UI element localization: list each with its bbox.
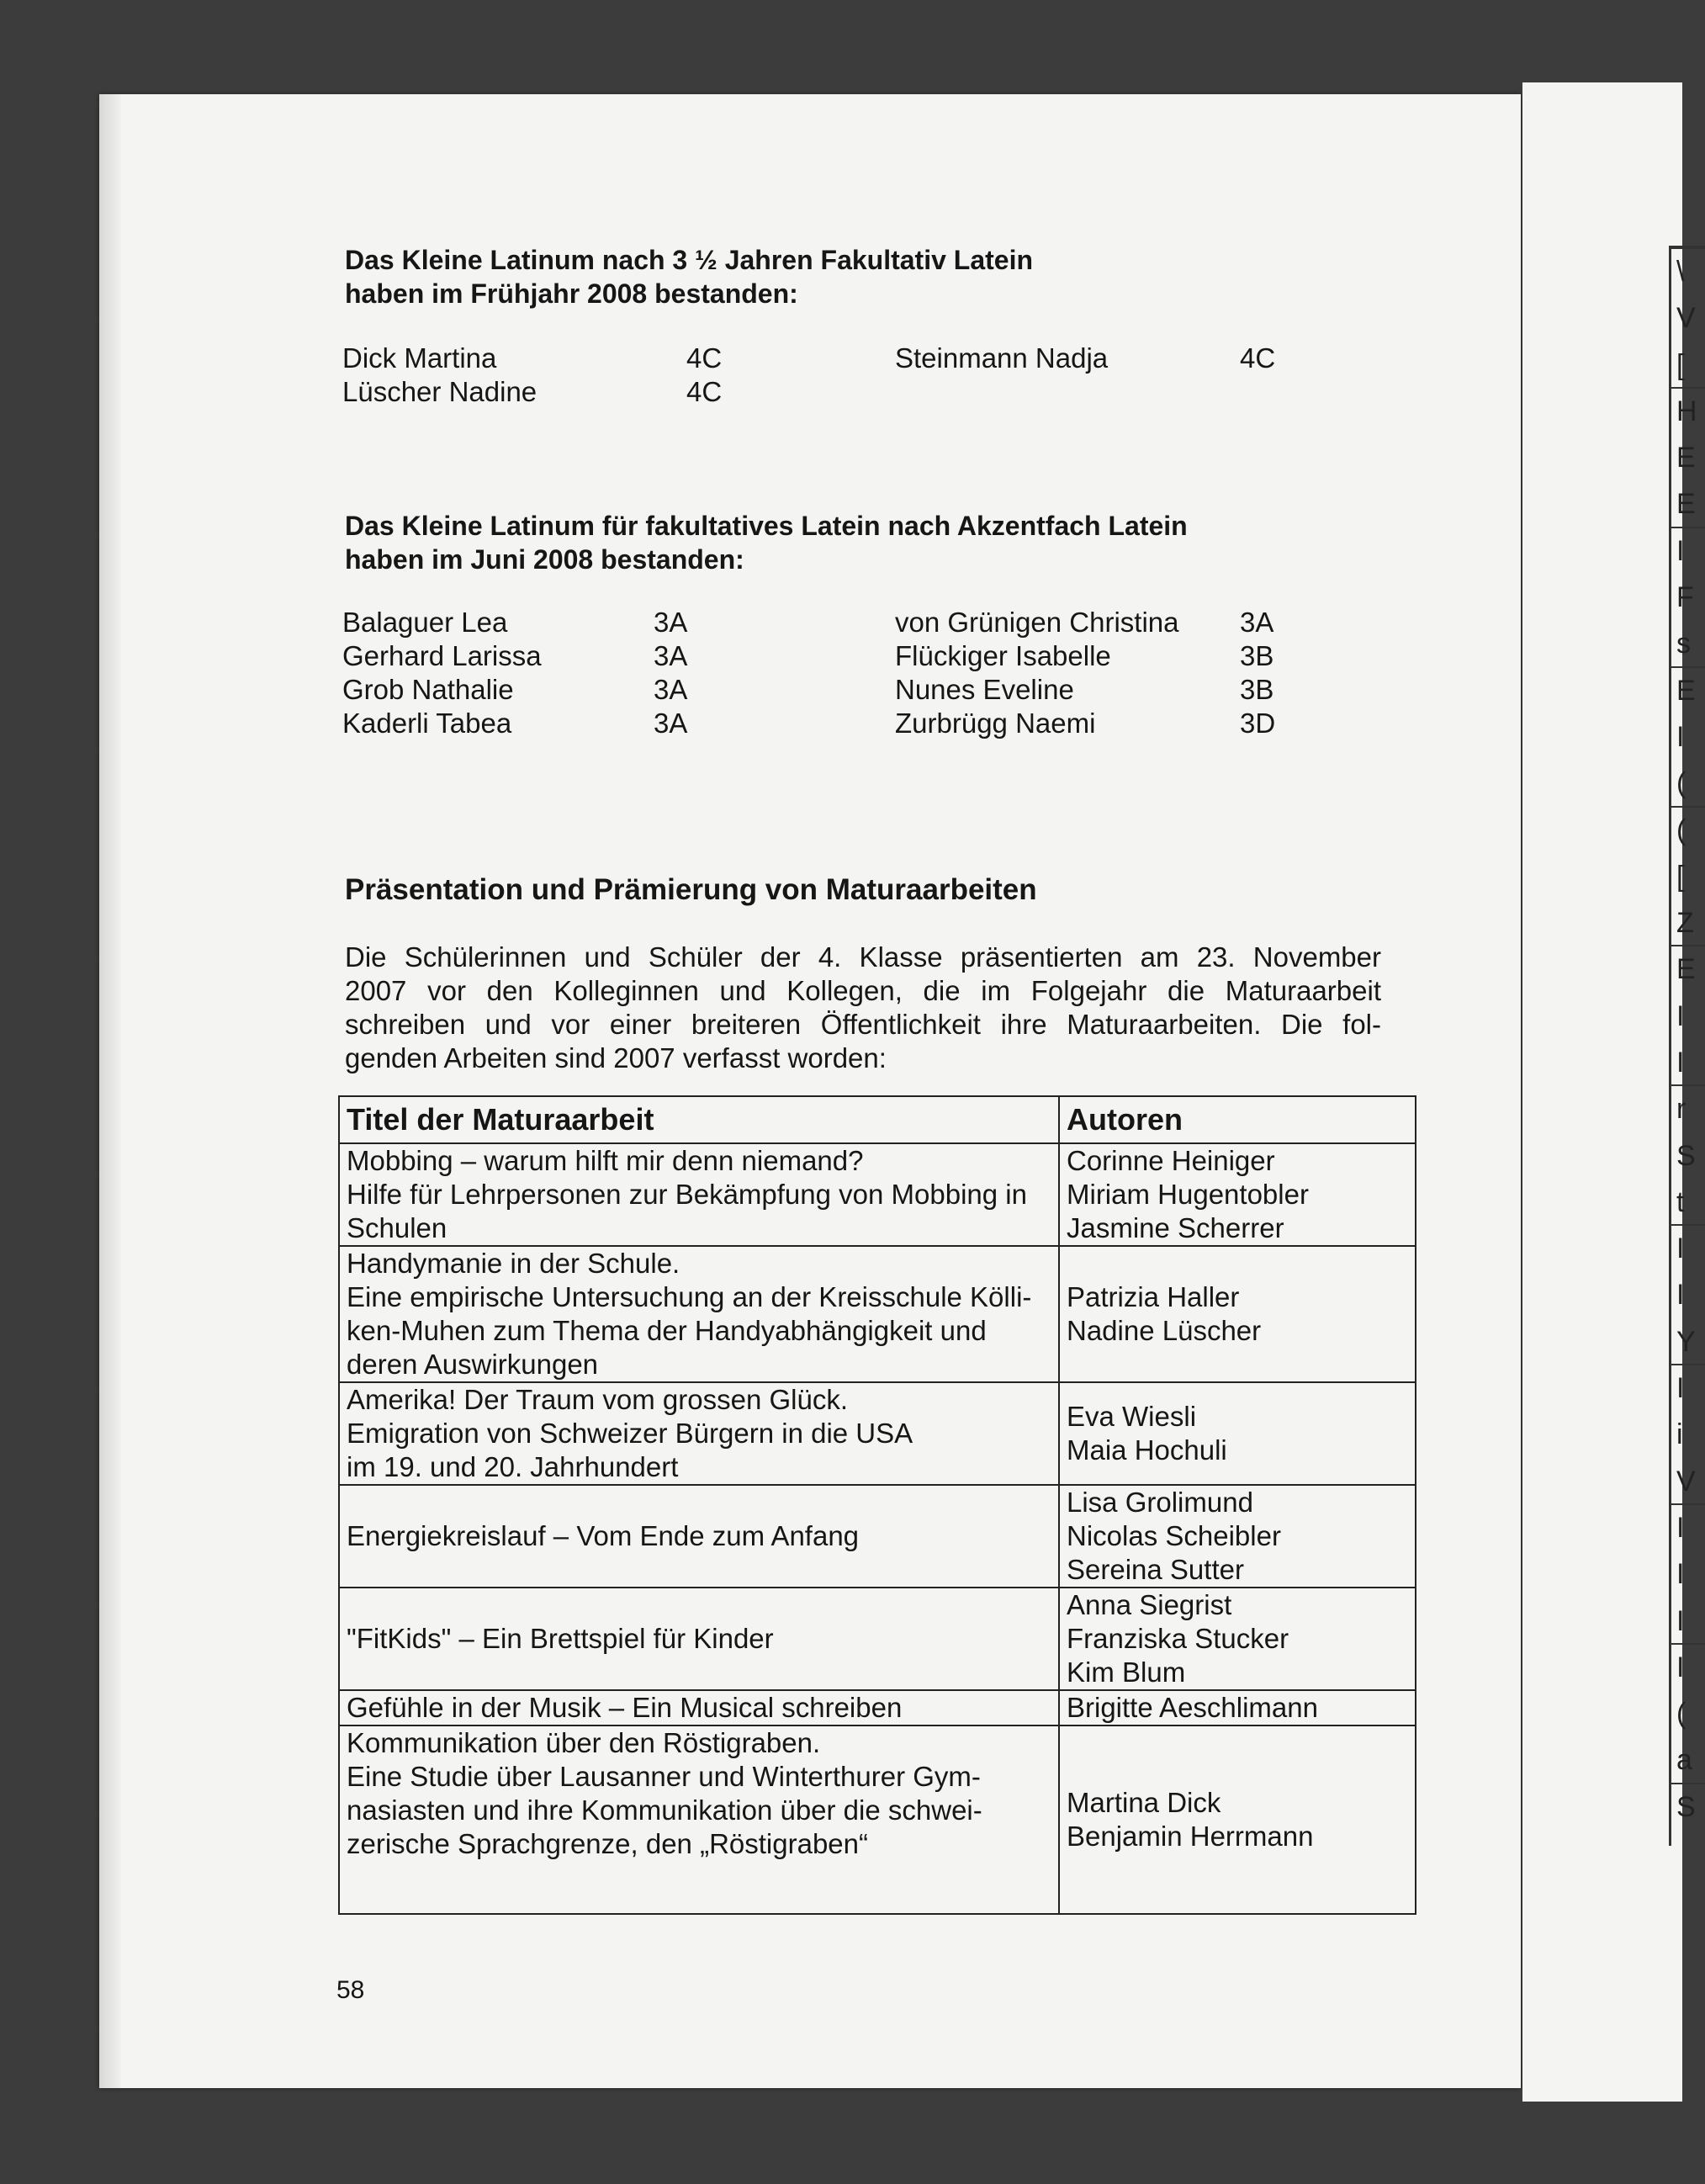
thesis-title-cell: [339, 1485, 1059, 1588]
author-name: Benjamin Herrmann: [1067, 1821, 1314, 1852]
adjacent-page-fragment: I: [1676, 1372, 1685, 1405]
adjacent-page-fragment: s: [1676, 628, 1691, 660]
section1-left-class-0: 4C: [686, 342, 723, 374]
table-row: [339, 1588, 1416, 1690]
paragraph-line-3: genden Arbeiten sind 2007 verfasst worden:: [345, 1042, 887, 1073]
section1-right-class-0: 4C: [1240, 342, 1276, 374]
adjacent-page: [1522, 82, 1697, 2102]
adjacent-table-rule: [1671, 1224, 1705, 1226]
adjacent-page-fragment: I: [1676, 999, 1685, 1032]
section2-heading: [345, 509, 1188, 576]
adjacent-table-rule: [1671, 1084, 1705, 1086]
adjacent-page-fragment: V: [1676, 302, 1696, 335]
adjacent-page-fragment: S: [1676, 1790, 1696, 1823]
author-name: Lisa Grolimund: [1067, 1487, 1253, 1518]
thesis-title-cell: [339, 1690, 1059, 1725]
adjacent-page-fragment: (: [1676, 1698, 1686, 1731]
author-name: Nicolas Scheibler: [1067, 1520, 1281, 1551]
adjacent-page-fragment: i: [1676, 1418, 1683, 1451]
adjacent-page-fragment: Z: [1676, 907, 1694, 940]
adjacent-table-rule: [1671, 527, 1705, 528]
section2-right-name-3: Zurbrügg Naemi: [895, 708, 1096, 739]
adjacent-page-fragment: r: [1676, 1093, 1686, 1126]
adjacent-page-fragment: I: [1676, 1511, 1685, 1544]
table-row: [339, 1143, 1416, 1246]
adjacent-page-fragment: t: [1676, 1185, 1685, 1218]
adjacent-page-fragment: E: [1676, 674, 1696, 707]
adjacent-page-fragment: E: [1676, 488, 1696, 521]
adjacent-table-rule: [1671, 806, 1705, 808]
section2-left-name-2: Grob Nathalie: [342, 674, 514, 705]
adjacent-page-table: [1669, 246, 1705, 1846]
adjacent-table-rule: [1671, 1503, 1705, 1505]
thesis-title-line: Schulen: [347, 1212, 447, 1243]
section2-left-class-0: 3A: [654, 607, 688, 638]
section1-left-name-1: Lüscher Nadine: [342, 376, 537, 407]
author-name: Eva Wiesli: [1067, 1401, 1197, 1432]
section1-heading: [345, 243, 1033, 310]
thesis-title-line: Emigration von Schweizer Bürgern in die USA: [347, 1418, 913, 1449]
thesis-title-line: Kommunikation über den Röstigraben.: [347, 1727, 821, 1758]
table-header-row: [339, 1096, 1416, 1143]
adjacent-table-rule: [1671, 666, 1705, 668]
adjacent-page-fragment: I: [1676, 534, 1685, 567]
thesis-title-line: Handymanie in der Schule.: [347, 1248, 680, 1279]
adjacent-page-fragment: I: [1676, 720, 1685, 753]
adjacent-page-fragment: I: [1676, 1047, 1685, 1079]
adjacent-page-fragment: (: [1676, 814, 1686, 846]
adjacent-page-fragment: I: [1676, 1558, 1685, 1591]
page-edge-shadow: [99, 94, 121, 2088]
adjacent-page-fragment: I: [1676, 1604, 1685, 1637]
author-name: Franziska Stucker: [1067, 1623, 1289, 1654]
thesis-title-line: deren Auswirkungen: [347, 1349, 599, 1380]
section2-right-class-1: 3B: [1240, 640, 1274, 671]
column-header-title: Titel der Maturaarbeit: [339, 1096, 1059, 1143]
thesis-title-line: Gefühle in der Musik – Ein Musical schreiben: [347, 1692, 903, 1723]
authors-cell: [1059, 1588, 1416, 1690]
authors-cell: [1059, 1690, 1416, 1725]
section2-right-class-2: 3B: [1240, 674, 1274, 705]
section1-heading-line1: Das Kleine Latinum nach 3 ½ Jahren Fakultativ Latein: [345, 245, 1034, 275]
adjacent-table-rule: [1671, 945, 1705, 946]
section1-left-class-1: 4C: [686, 376, 723, 407]
section3-paragraph: [345, 941, 1381, 1075]
section2-left-name-0: Balaguer Lea: [342, 607, 508, 638]
section2-left-class-2: 3A: [654, 674, 688, 705]
paragraph-line-2: schreiben und vor einer breiteren Öffentlichkeit ihre Maturaarbeiten. Die fol-: [345, 1009, 1381, 1040]
table-row: [339, 1485, 1416, 1588]
author-name: Sereina Sutter: [1067, 1554, 1244, 1585]
adjacent-page-fragment: V: [1676, 1465, 1696, 1498]
adjacent-page-fragment: [: [1676, 348, 1685, 381]
adjacent-page-fragment: F: [1676, 581, 1694, 614]
section2-right-name-1: Flückiger Isabelle: [895, 640, 1111, 671]
section2-right-name-0: von Grünigen Christina: [895, 607, 1179, 638]
adjacent-page-fragment: E: [1676, 442, 1696, 474]
table-row: [339, 1246, 1416, 1382]
section2-left-class-3: 3A: [654, 708, 688, 739]
thesis-title-cell: [339, 1143, 1059, 1246]
thesis-title-line: zerische Sprachgrenze, den „Röstigraben“: [347, 1828, 868, 1859]
thesis-title-line: Hilfe für Lehrpersonen zur Bekämpfung von Mobbing in: [347, 1179, 1027, 1210]
authors-cell: [1059, 1246, 1416, 1382]
author-name: Anna Siegrist: [1067, 1589, 1232, 1620]
thesis-title-cell: [339, 1246, 1059, 1382]
section1-left-name-0: Dick Martina: [342, 342, 497, 374]
authors-cell: [1059, 1725, 1416, 1914]
paragraph-line-1: 2007 vor den Kolleginnen und Kollegen, die im Folgejahr die Maturaarbeit: [345, 975, 1381, 1006]
adjacent-page-fragment: (: [1676, 767, 1686, 800]
section2-left-name-1: Gerhard Larissa: [342, 640, 542, 671]
adjacent-table-rule: [1671, 1364, 1705, 1365]
column-header-authors: Autoren: [1059, 1096, 1416, 1143]
adjacent-table-rule: [1671, 1643, 1705, 1645]
author-name: Kim Blum: [1067, 1657, 1186, 1688]
authors-cell: [1059, 1382, 1416, 1485]
thesis-title-cell: [339, 1725, 1059, 1914]
adjacent-page-fragment: I: [1676, 1279, 1685, 1312]
thesis-title-line: Eine Studie über Lausanner und Winterthurer Gym-: [347, 1761, 981, 1792]
author-name: Brigitte Aeschlimann: [1067, 1692, 1318, 1723]
table-row: [339, 1690, 1416, 1725]
thesis-title-line: "FitKids" – Ein Brettspiel für Kinder: [347, 1623, 774, 1654]
table-row: [339, 1382, 1416, 1485]
adjacent-page-fragment: H: [1676, 395, 1697, 427]
thesis-title-cell: [339, 1382, 1059, 1485]
adjacent-table-rule: [1671, 247, 1705, 249]
paragraph-line-0: Die Schülerinnen und Schüler der 4. Klasse präsentierten am 23. November: [345, 941, 1381, 973]
section2-heading-line2: haben im Juni 2008 bestanden:: [345, 544, 744, 575]
section2-right-class-0: 3A: [1240, 607, 1274, 638]
adjacent-page-fragment: S: [1676, 1139, 1696, 1172]
adjacent-page-fragment: \: [1676, 256, 1685, 288]
section3-heading: Präsentation und Prämierung von Maturaarbeiten: [345, 873, 1037, 906]
section2-left-class-1: 3A: [654, 640, 688, 671]
author-name: Corinne Heiniger: [1067, 1145, 1275, 1176]
section2-heading-line1: Das Kleine Latinum für fakultatives Latein nach Akzentfach Latein: [345, 511, 1188, 541]
thesis-title-line: nasiasten und ihre Kommunikation über die schwei-: [347, 1794, 982, 1826]
section1-heading-line2: haben im Frühjahr 2008 bestanden:: [345, 278, 798, 309]
table-row: [339, 1725, 1416, 1914]
author-name: Jasmine Scherrer: [1067, 1212, 1284, 1243]
adjacent-table-rule: [1671, 387, 1705, 389]
thesis-title-cell: [339, 1588, 1059, 1690]
thesis-title-line: Energiekreislauf – Vom Ende zum Anfang: [347, 1520, 860, 1551]
thesis-title-line: Mobbing – warum hilft mir denn niemand?: [347, 1145, 864, 1176]
adjacent-page-fragment: E: [1676, 953, 1696, 986]
authors-cell: [1059, 1485, 1416, 1588]
section1-right-name-0: Steinmann Nadja: [895, 342, 1109, 374]
author-name: Nadine Lüscher: [1067, 1315, 1262, 1346]
thesis-title-line: Eine empirische Untersuchung an der Kreisschule Kölli-: [347, 1281, 1032, 1312]
section2-left-name-3: Kaderli Tabea: [342, 708, 512, 739]
adjacent-table-rule: [1671, 1783, 1705, 1784]
adjacent-page-fragment: I: [1676, 1651, 1685, 1683]
author-name: Patrizia Haller: [1067, 1281, 1240, 1312]
thesis-title-line: im 19. und 20. Jahrhundert: [347, 1451, 679, 1482]
adjacent-page-fragment: I: [1676, 1232, 1685, 1265]
table-body: [339, 1143, 1416, 1914]
authors-cell: [1059, 1143, 1416, 1246]
adjacent-page-fragment: Y: [1676, 1325, 1696, 1358]
adjacent-page-fragment: a: [1676, 1744, 1692, 1777]
maturaarbeiten-table: [338, 1095, 1416, 1915]
section2-right-name-2: Nunes Eveline: [895, 674, 1074, 705]
thesis-title-line: ken-Muhen zum Thema der Handyabhängigkeit und: [347, 1315, 987, 1346]
section2-right-class-3: 3D: [1240, 708, 1276, 739]
page-number: 58: [336, 1976, 365, 2004]
author-name: Maia Hochuli: [1067, 1434, 1227, 1466]
author-name: Miriam Hugentobler: [1067, 1179, 1309, 1210]
author-name: Martina Dick: [1067, 1787, 1221, 1818]
adjacent-page-fragment: [: [1676, 860, 1685, 893]
thesis-title-line: Amerika! Der Traum vom grossen Glück.: [347, 1384, 848, 1415]
